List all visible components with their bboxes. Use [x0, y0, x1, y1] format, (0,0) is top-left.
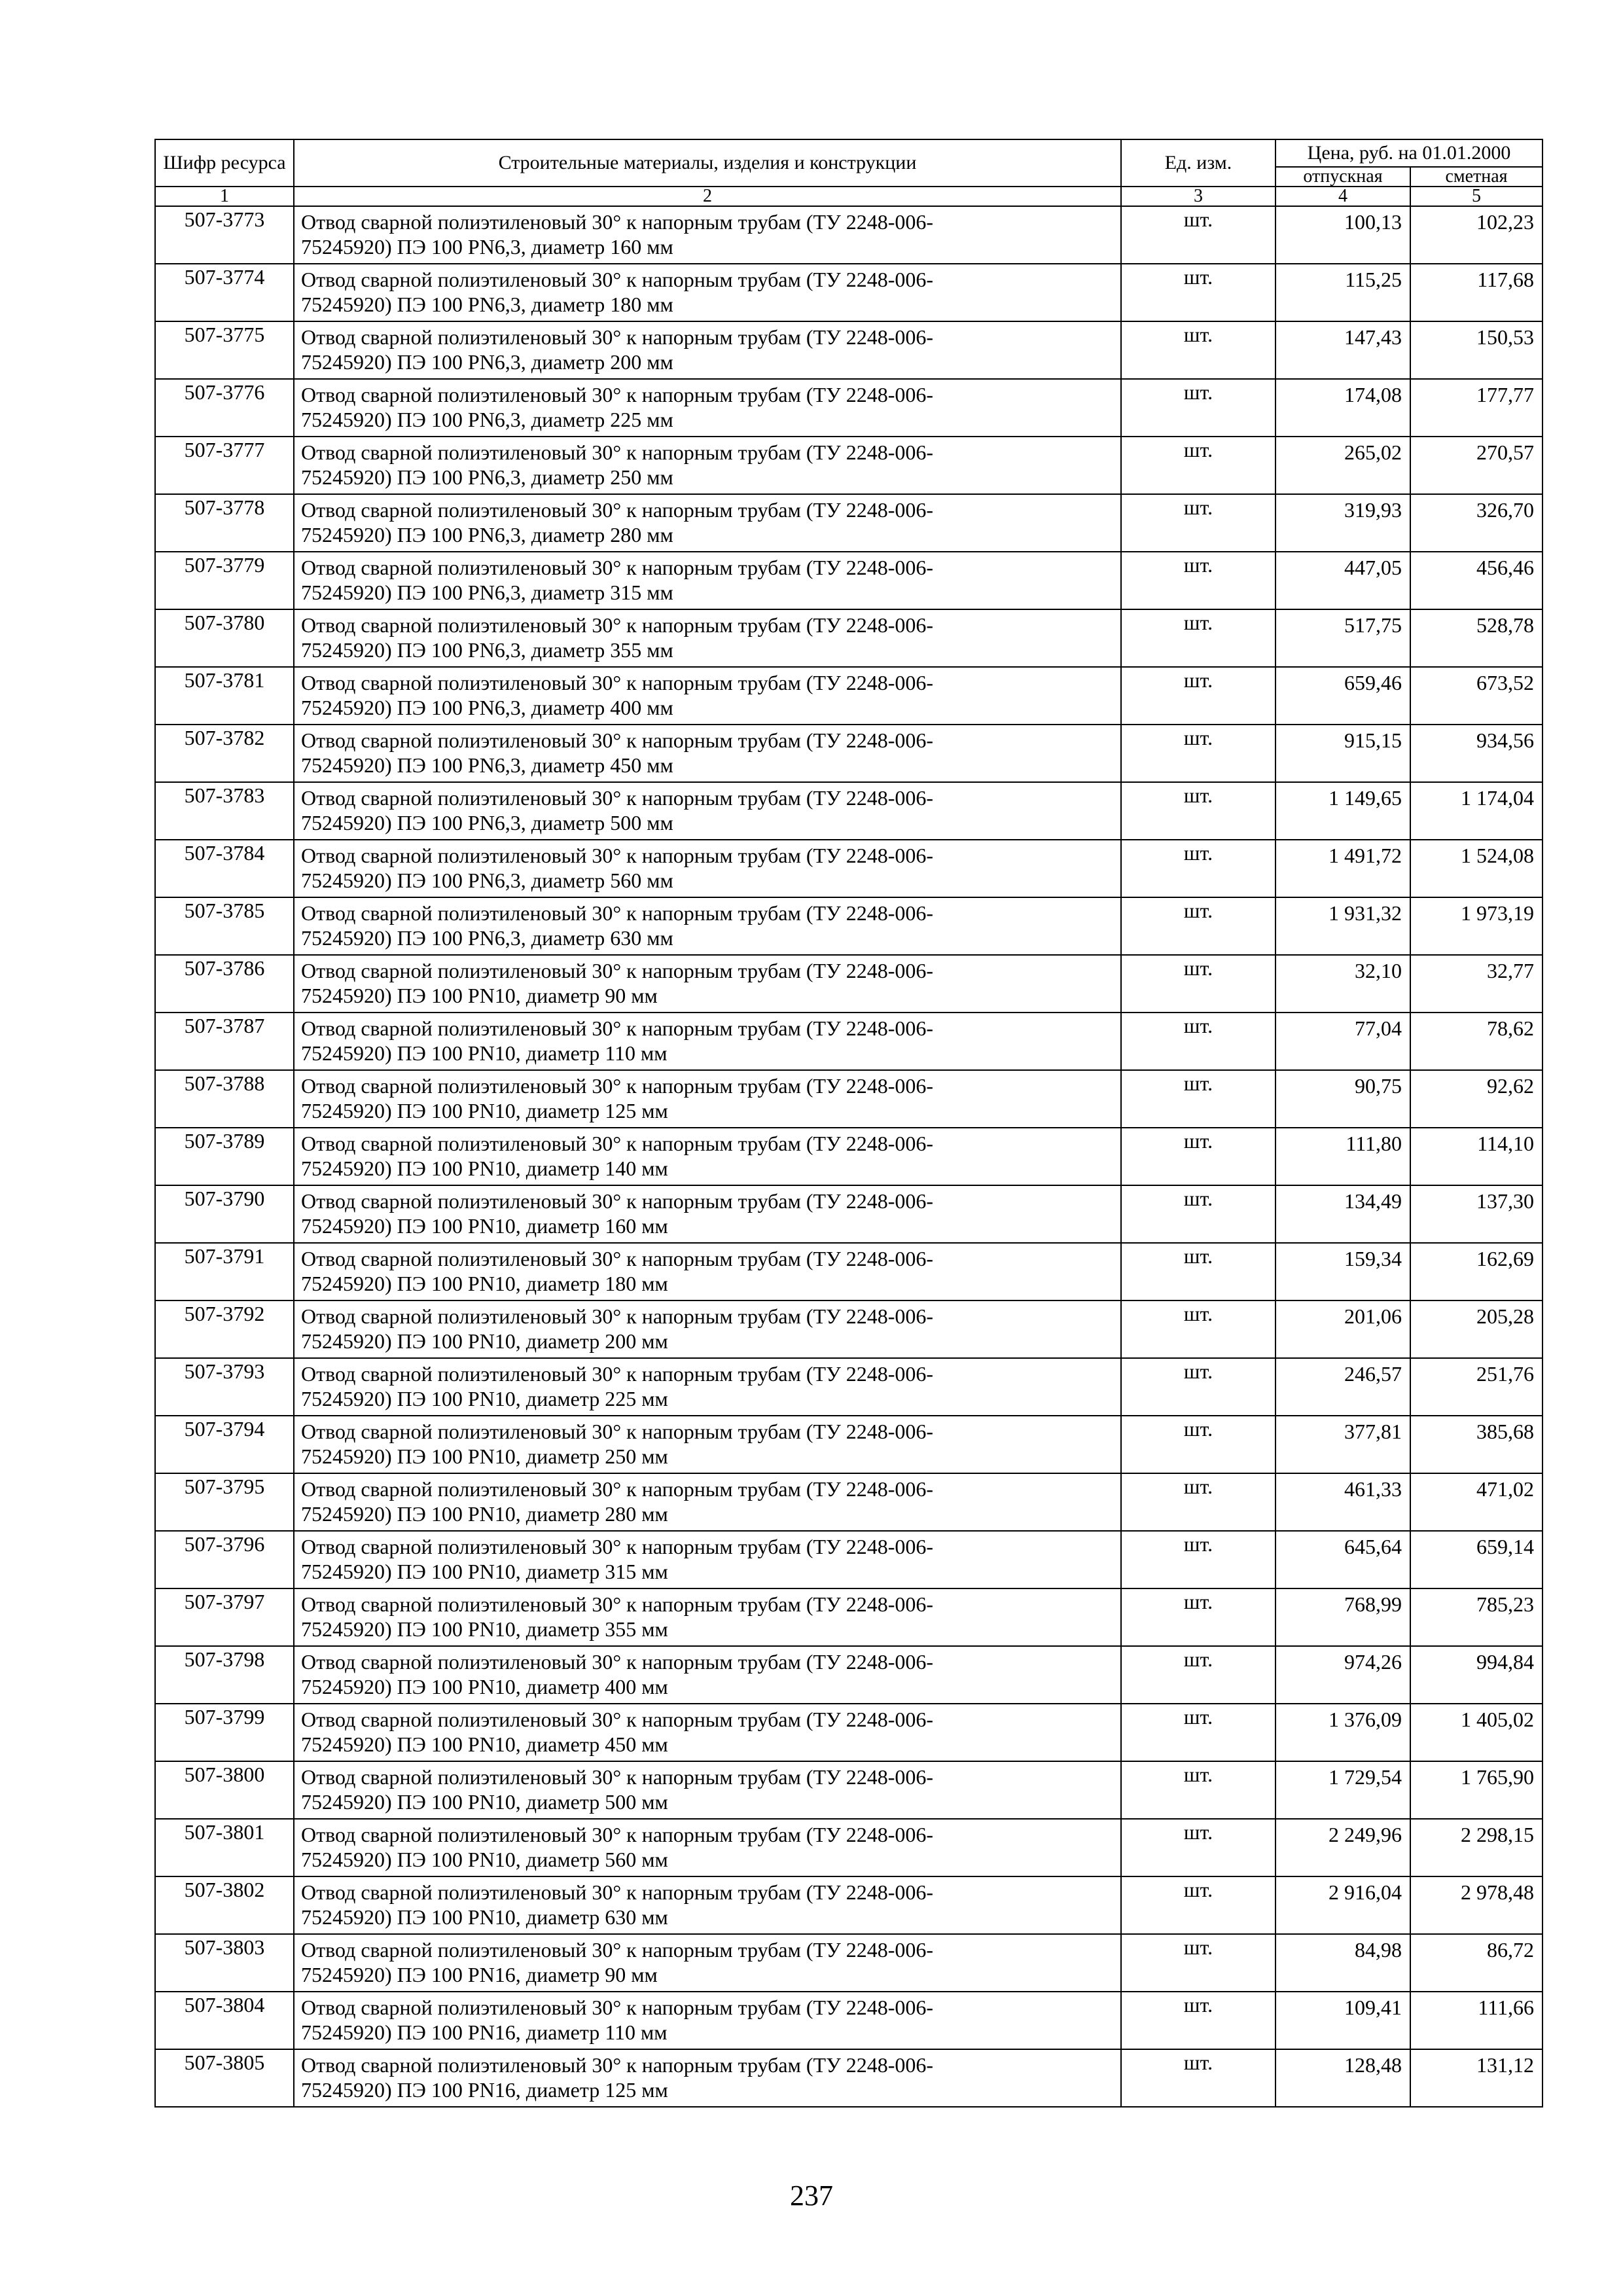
table-row [155, 494, 1543, 552]
unit-of-measure: шт. [1121, 1300, 1275, 1358]
material-name-line: 75245920) ПЭ 100 PN6,3, диаметр 500 мм [301, 811, 673, 834]
material-name [294, 1992, 1121, 2049]
unit-of-measure: шт. [1121, 1934, 1275, 1992]
material-name-line: Отвод сварной полиэтиленовый 30° к напорным трубам (ТУ 2248-006- [301, 556, 934, 579]
unit-of-measure: шт. [1121, 1416, 1275, 1473]
unit-of-measure: шт. [1121, 1531, 1275, 1588]
unit-of-measure: шт. [1121, 437, 1275, 494]
material-name-line: Отвод сварной полиэтиленовый 30° к напорным трубам (ТУ 2248-006- [301, 786, 934, 810]
price-release: 201,06 [1275, 1300, 1410, 1358]
unit-of-measure: шт. [1121, 1070, 1275, 1128]
material-name-line: 75245920) ПЭ 100 PN6,3, диаметр 160 мм [301, 235, 673, 259]
unit-of-measure: шт. [1121, 379, 1275, 437]
price-estimate: 2 978,48 [1410, 1876, 1543, 1934]
price-release: 134,49 [1275, 1185, 1410, 1243]
price-release: 447,05 [1275, 552, 1410, 609]
table-body [155, 206, 1543, 2107]
price-release: 1 149,65 [1275, 782, 1410, 840]
material-name-line: Отвод сварной полиэтиленовый 30° к напорным трубам (ТУ 2248-006- [301, 1765, 934, 1789]
header-code: Шифр ресурса [155, 139, 294, 187]
material-name [294, 1876, 1121, 1934]
unit-of-measure: шт. [1121, 264, 1275, 321]
price-release: 100,13 [1275, 206, 1410, 264]
material-name [294, 2049, 1121, 2107]
header-unit: Ед. изм. [1121, 139, 1275, 187]
table-row [155, 1243, 1543, 1300]
resource-code: 507-3782 [155, 725, 294, 782]
material-name-line: Отвод сварной полиэтиленовый 30° к напорным трубам (ТУ 2248-006- [301, 1938, 934, 1962]
price-estimate: 117,68 [1410, 264, 1543, 321]
unit-of-measure: шт. [1121, 206, 1275, 264]
material-name [294, 955, 1121, 1013]
material-name [294, 897, 1121, 955]
material-name-line: 75245920) ПЭ 100 PN10, диаметр 200 мм [301, 1329, 668, 1353]
material-name [294, 725, 1121, 782]
resource-code: 507-3792 [155, 1300, 294, 1358]
material-name-line: 75245920) ПЭ 100 PN10, диаметр 560 мм [301, 1848, 668, 1871]
price-estimate: 92,62 [1410, 1070, 1543, 1128]
material-name-line: 75245920) ПЭ 100 PN16, диаметр 110 мм [301, 2020, 668, 2044]
price-estimate: 86,72 [1410, 1934, 1543, 1992]
column-number: 4 [1275, 187, 1410, 206]
resource-code: 507-3794 [155, 1416, 294, 1473]
material-name-line: Отвод сварной полиэтиленовый 30° к напорным трубам (ТУ 2248-006- [301, 1880, 934, 1904]
material-name-line: Отвод сварной полиэтиленовый 30° к напорным трубам (ТУ 2248-006- [301, 210, 934, 234]
material-name [294, 840, 1121, 897]
price-release: 645,64 [1275, 1531, 1410, 1588]
table-row [155, 782, 1543, 840]
price-estimate: 2 298,15 [1410, 1819, 1543, 1876]
material-name-line: Отвод сварной полиэтиленовый 30° к напорным трубам (ТУ 2248-006- [301, 671, 934, 694]
price-estimate: 205,28 [1410, 1300, 1543, 1358]
table-row [155, 1531, 1543, 1588]
material-name [294, 552, 1121, 609]
page-number: 237 [790, 2179, 833, 2212]
material-name-line: Отвод сварной полиэтиленовый 30° к напорным трубам (ТУ 2248-006- [301, 1074, 934, 1098]
material-name-line: 75245920) ПЭ 100 PN6,3, диаметр 355 мм [301, 638, 673, 662]
material-name-line: Отвод сварной полиэтиленовый 30° к напорным трубам (ТУ 2248-006- [301, 1132, 934, 1155]
resource-code: 507-3783 [155, 782, 294, 840]
table-row [155, 840, 1543, 897]
resource-code: 507-3804 [155, 1992, 294, 2049]
price-estimate: 102,23 [1410, 206, 1543, 264]
material-name-line: Отвод сварной полиэтиленовый 30° к напорным трубам (ТУ 2248-006- [301, 1420, 934, 1443]
material-name [294, 1013, 1121, 1070]
resource-code: 507-3791 [155, 1243, 294, 1300]
column-number: 2 [294, 187, 1121, 206]
price-release: 2 249,96 [1275, 1819, 1410, 1876]
price-estimate: 471,02 [1410, 1473, 1543, 1531]
price-estimate: 32,77 [1410, 955, 1543, 1013]
resource-code: 507-3786 [155, 955, 294, 1013]
resource-code: 507-3777 [155, 437, 294, 494]
table-row [155, 1473, 1543, 1531]
material-name [294, 609, 1121, 667]
material-name [294, 1243, 1121, 1300]
material-name-line: Отвод сварной полиэтиленовый 30° к напорным трубам (ТУ 2248-006- [301, 325, 934, 349]
material-name-line: 75245920) ПЭ 100 PN10, диаметр 630 мм [301, 1905, 668, 1929]
table-row [155, 1934, 1543, 1992]
table-row [155, 379, 1543, 437]
resource-code: 507-3781 [155, 667, 294, 725]
unit-of-measure: шт. [1121, 725, 1275, 782]
resource-code: 507-3793 [155, 1358, 294, 1416]
resource-code: 507-3776 [155, 379, 294, 437]
unit-of-measure: шт. [1121, 840, 1275, 897]
table-row [155, 609, 1543, 667]
material-name-line: 75245920) ПЭ 100 PN6,3, диаметр 180 мм [301, 293, 673, 316]
material-name-line: 75245920) ПЭ 100 PN6,3, диаметр 280 мм [301, 523, 673, 547]
price-estimate: 251,76 [1410, 1358, 1543, 1416]
table-row [155, 1358, 1543, 1416]
unit-of-measure: шт. [1121, 782, 1275, 840]
material-name-line: Отвод сварной полиэтиленовый 30° к напорным трубам (ТУ 2248-006- [301, 1592, 934, 1616]
material-name-line: 75245920) ПЭ 100 PN6,3, диаметр 250 мм [301, 465, 673, 489]
material-name [294, 1070, 1121, 1128]
resource-code: 507-3779 [155, 552, 294, 609]
price-release: 2 916,04 [1275, 1876, 1410, 1934]
material-name-line: 75245920) ПЭ 100 PN10, диаметр 225 мм [301, 1387, 668, 1410]
material-name-line: 75245920) ПЭ 100 PN10, диаметр 250 мм [301, 1444, 668, 1468]
material-name-line: 75245920) ПЭ 100 PN10, диаметр 450 мм [301, 1732, 668, 1756]
material-name [294, 1416, 1121, 1473]
resource-code: 507-3789 [155, 1128, 294, 1185]
price-release: 974,26 [1275, 1646, 1410, 1704]
header-price-estimate: сметная [1410, 167, 1543, 187]
price-estimate: 150,53 [1410, 321, 1543, 379]
header-price: Цена, руб. на 01.01.2000 [1275, 139, 1543, 167]
material-name [294, 206, 1121, 264]
material-name-line: Отвод сварной полиэтиленовый 30° к напорным трубам (ТУ 2248-006- [301, 1247, 934, 1270]
price-release: 1 491,72 [1275, 840, 1410, 897]
material-name [294, 1761, 1121, 1819]
price-estimate: 270,57 [1410, 437, 1543, 494]
price-release: 1 931,32 [1275, 897, 1410, 955]
material-name-line: 75245920) ПЭ 100 PN6,3, диаметр 630 мм [301, 926, 673, 950]
price-estimate: 326,70 [1410, 494, 1543, 552]
unit-of-measure: шт. [1121, 1473, 1275, 1531]
price-estimate: 114,10 [1410, 1128, 1543, 1185]
material-name-line: Отвод сварной полиэтиленовый 30° к напорным трубам (ТУ 2248-006- [301, 440, 934, 464]
material-name-line: 75245920) ПЭ 100 PN10, диаметр 125 мм [301, 1099, 668, 1122]
material-name-line: 75245920) ПЭ 100 PN10, диаметр 500 мм [301, 1790, 668, 1814]
table-row [155, 1185, 1543, 1243]
price-release: 77,04 [1275, 1013, 1410, 1070]
resource-code: 507-3780 [155, 609, 294, 667]
material-name-line: 75245920) ПЭ 100 PN10, диаметр 355 мм [301, 1617, 668, 1641]
table-row [155, 1588, 1543, 1646]
unit-of-measure: шт. [1121, 609, 1275, 667]
resource-code: 507-3801 [155, 1819, 294, 1876]
unit-of-measure: шт. [1121, 1761, 1275, 1819]
price-estimate: 1 174,04 [1410, 782, 1543, 840]
material-name [294, 1704, 1121, 1761]
price-release: 159,34 [1275, 1243, 1410, 1300]
unit-of-measure: шт. [1121, 1992, 1275, 2049]
price-estimate: 131,12 [1410, 2049, 1543, 2107]
material-name [294, 379, 1121, 437]
material-name [294, 1934, 1121, 1992]
price-release: 377,81 [1275, 1416, 1410, 1473]
table-row [155, 1070, 1543, 1128]
price-estimate: 1 405,02 [1410, 1704, 1543, 1761]
unit-of-measure: шт. [1121, 494, 1275, 552]
unit-of-measure: шт. [1121, 1185, 1275, 1243]
resource-code: 507-3797 [155, 1588, 294, 1646]
price-release: 319,93 [1275, 494, 1410, 552]
material-name-line: Отвод сварной полиэтиленовый 30° к напорным трубам (ТУ 2248-006- [301, 1477, 934, 1501]
resource-code: 507-3805 [155, 2049, 294, 2107]
price-release: 768,99 [1275, 1588, 1410, 1646]
material-name-line: 75245920) ПЭ 100 PN6,3, диаметр 450 мм [301, 753, 673, 777]
price-estimate: 78,62 [1410, 1013, 1543, 1070]
unit-of-measure: шт. [1121, 1243, 1275, 1300]
material-name [294, 437, 1121, 494]
unit-of-measure: шт. [1121, 1013, 1275, 1070]
price-estimate: 111,66 [1410, 1992, 1543, 2049]
header-price-release: отпускная [1275, 167, 1410, 187]
unit-of-measure: шт. [1121, 1588, 1275, 1646]
material-name [294, 1358, 1121, 1416]
table-row [155, 2049, 1543, 2107]
table-row [155, 897, 1543, 955]
material-name-line: 75245920) ПЭ 100 PN10, диаметр 160 мм [301, 1214, 668, 1238]
material-name-line: Отвод сварной полиэтиленовый 30° к напорным трубам (ТУ 2248-006- [301, 2053, 934, 2077]
material-name-line: Отвод сварной полиэтиленовый 30° к напорным трубам (ТУ 2248-006- [301, 1650, 934, 1674]
unit-of-measure: шт. [1121, 1876, 1275, 1934]
column-number: 3 [1121, 187, 1275, 206]
material-name-line: Отвод сварной полиэтиленовый 30° к напорным трубам (ТУ 2248-006- [301, 1304, 934, 1328]
material-name-line: 75245920) ПЭ 100 PN6,3, диаметр 200 мм [301, 350, 673, 374]
price-estimate: 137,30 [1410, 1185, 1543, 1243]
resource-code: 507-3778 [155, 494, 294, 552]
header-name: Строительные материалы, изделия и конструкции [294, 139, 1121, 187]
material-name-line: Отвод сварной полиэтиленовый 30° к напорным трубам (ТУ 2248-006- [301, 1189, 934, 1213]
column-number: 5 [1410, 187, 1543, 206]
unit-of-measure: шт. [1121, 1704, 1275, 1761]
material-name [294, 667, 1121, 725]
material-name-line: Отвод сварной полиэтиленовый 30° к напорным трубам (ТУ 2248-006- [301, 613, 934, 637]
table-row [155, 321, 1543, 379]
table-row [155, 1761, 1543, 1819]
price-release: 84,98 [1275, 1934, 1410, 1992]
resource-code: 507-3795 [155, 1473, 294, 1531]
material-name-line: 75245920) ПЭ 100 PN10, диаметр 110 мм [301, 1041, 668, 1065]
resource-code: 507-3798 [155, 1646, 294, 1704]
table-row [155, 955, 1543, 1013]
price-release: 1 376,09 [1275, 1704, 1410, 1761]
unit-of-measure: шт. [1121, 897, 1275, 955]
table-row [155, 1013, 1543, 1070]
material-name [294, 1588, 1121, 1646]
resource-code: 507-3785 [155, 897, 294, 955]
resource-code: 507-3787 [155, 1013, 294, 1070]
price-estimate: 177,77 [1410, 379, 1543, 437]
price-release: 1 729,54 [1275, 1761, 1410, 1819]
price-estimate: 385,68 [1410, 1416, 1543, 1473]
material-name-line: 75245920) ПЭ 100 PN16, диаметр 90 мм [301, 1963, 658, 1986]
material-name-line: Отвод сварной полиэтиленовый 30° к напорным трубам (ТУ 2248-006- [301, 1996, 934, 2019]
material-name-line: Отвод сварной полиэтиленовый 30° к напорным трубам (ТУ 2248-006- [301, 383, 934, 406]
resource-code: 507-3775 [155, 321, 294, 379]
price-estimate: 1 524,08 [1410, 840, 1543, 897]
column-number: 1 [155, 187, 294, 206]
table-row [155, 1416, 1543, 1473]
price-release: 128,48 [1275, 2049, 1410, 2107]
material-name-line: 75245920) ПЭ 100 PN6,3, диаметр 315 мм [301, 581, 673, 604]
resource-code: 507-3773 [155, 206, 294, 264]
material-name [294, 1646, 1121, 1704]
resource-code: 507-3788 [155, 1070, 294, 1128]
price-estimate: 994,84 [1410, 1646, 1543, 1704]
material-name-line: Отвод сварной полиэтиленовый 30° к напорным трубам (ТУ 2248-006- [301, 1016, 934, 1040]
material-name-line: Отвод сварной полиэтиленовый 30° к напорным трубам (ТУ 2248-006- [301, 728, 934, 752]
material-name [294, 1300, 1121, 1358]
material-name-line: Отвод сварной полиэтиленовый 30° к напорным трубам (ТУ 2248-006- [301, 498, 934, 522]
table-header [155, 139, 1543, 206]
table-row [155, 206, 1543, 264]
unit-of-measure: шт. [1121, 552, 1275, 609]
material-name-line: Отвод сварной полиэтиленовый 30° к напорным трубам (ТУ 2248-006- [301, 1362, 934, 1386]
resource-code: 507-3802 [155, 1876, 294, 1934]
price-estimate: 659,14 [1410, 1531, 1543, 1588]
material-name [294, 1473, 1121, 1531]
material-name [294, 1185, 1121, 1243]
unit-of-measure: шт. [1121, 1646, 1275, 1704]
material-name-line: Отвод сварной полиэтиленовый 30° к напорным трубам (ТУ 2248-006- [301, 1823, 934, 1846]
price-release: 461,33 [1275, 1473, 1410, 1531]
material-name-line: 75245920) ПЭ 100 PN10, диаметр 140 мм [301, 1157, 668, 1180]
resource-code: 507-3796 [155, 1531, 294, 1588]
material-name-line: 75245920) ПЭ 100 PN6,3, диаметр 560 мм [301, 869, 673, 892]
material-name-line: 75245920) ПЭ 100 PN6,3, диаметр 400 мм [301, 696, 673, 719]
price-release: 147,43 [1275, 321, 1410, 379]
price-release: 109,41 [1275, 1992, 1410, 2049]
material-name-line: Отвод сварной полиэтиленовый 30° к напорным трубам (ТУ 2248-006- [301, 844, 934, 867]
price-release: 659,46 [1275, 667, 1410, 725]
table-row [155, 1300, 1543, 1358]
material-name [294, 264, 1121, 321]
table-row [155, 1646, 1543, 1704]
price-release: 517,75 [1275, 609, 1410, 667]
material-name-line: Отвод сварной полиэтиленовый 30° к напорным трубам (ТУ 2248-006- [301, 901, 934, 925]
price-release: 915,15 [1275, 725, 1410, 782]
price-table [154, 139, 1543, 2108]
resource-code: 507-3803 [155, 1934, 294, 1992]
table-row [155, 264, 1543, 321]
material-name-line: 75245920) ПЭ 100 PN10, диаметр 280 мм [301, 1502, 668, 1526]
material-name-line: 75245920) ПЭ 100 PN16, диаметр 125 мм [301, 2078, 668, 2102]
resource-code: 507-3784 [155, 840, 294, 897]
resource-code: 507-3799 [155, 1704, 294, 1761]
resource-code: 507-3790 [155, 1185, 294, 1243]
material-name-line: Отвод сварной полиэтиленовый 30° к напорным трубам (ТУ 2248-006- [301, 1535, 934, 1558]
price-release: 265,02 [1275, 437, 1410, 494]
material-name-line: 75245920) ПЭ 100 PN10, диаметр 180 мм [301, 1272, 668, 1295]
material-name [294, 1531, 1121, 1588]
price-estimate: 528,78 [1410, 609, 1543, 667]
material-name [294, 1128, 1121, 1185]
table-row [155, 552, 1543, 609]
material-name [294, 782, 1121, 840]
material-name-line: 75245920) ПЭ 100 PN10, диаметр 90 мм [301, 984, 658, 1007]
unit-of-measure: шт. [1121, 321, 1275, 379]
table-row [155, 437, 1543, 494]
table-row [155, 1704, 1543, 1761]
price-release: 111,80 [1275, 1128, 1410, 1185]
table-row [155, 1992, 1543, 2049]
material-name-line: Отвод сварной полиэтиленовый 30° к напорным трубам (ТУ 2248-006- [301, 1708, 934, 1731]
material-name [294, 494, 1121, 552]
price-estimate: 456,46 [1410, 552, 1543, 609]
resource-code: 507-3774 [155, 264, 294, 321]
material-name-line: 75245920) ПЭ 100 PN10, диаметр 400 мм [301, 1675, 668, 1698]
unit-of-measure: шт. [1121, 1128, 1275, 1185]
price-estimate: 934,56 [1410, 725, 1543, 782]
resource-code: 507-3800 [155, 1761, 294, 1819]
unit-of-measure: шт. [1121, 1819, 1275, 1876]
price-release: 32,10 [1275, 955, 1410, 1013]
table-row [155, 725, 1543, 782]
table-row [155, 667, 1543, 725]
price-estimate: 1 765,90 [1410, 1761, 1543, 1819]
price-estimate: 1 973,19 [1410, 897, 1543, 955]
unit-of-measure: шт. [1121, 2049, 1275, 2107]
price-release: 90,75 [1275, 1070, 1410, 1128]
price-estimate: 785,23 [1410, 1588, 1543, 1646]
price-estimate: 162,69 [1410, 1243, 1543, 1300]
price-release: 246,57 [1275, 1358, 1410, 1416]
material-name-line: Отвод сварной полиэтиленовый 30° к напорным трубам (ТУ 2248-006- [301, 268, 934, 291]
price-release: 115,25 [1275, 264, 1410, 321]
price-estimate: 673,52 [1410, 667, 1543, 725]
material-name-line: Отвод сварной полиэтиленовый 30° к напорным трубам (ТУ 2248-006- [301, 959, 934, 982]
table-row [155, 1819, 1543, 1876]
unit-of-measure: шт. [1121, 955, 1275, 1013]
material-name-line: 75245920) ПЭ 100 PN10, диаметр 315 мм [301, 1560, 668, 1583]
material-name [294, 1819, 1121, 1876]
material-name [294, 321, 1121, 379]
material-name-line: 75245920) ПЭ 100 PN6,3, диаметр 225 мм [301, 408, 673, 431]
unit-of-measure: шт. [1121, 1358, 1275, 1416]
table-row [155, 1128, 1543, 1185]
table-row [155, 1876, 1543, 1934]
price-release: 174,08 [1275, 379, 1410, 437]
unit-of-measure: шт. [1121, 667, 1275, 725]
